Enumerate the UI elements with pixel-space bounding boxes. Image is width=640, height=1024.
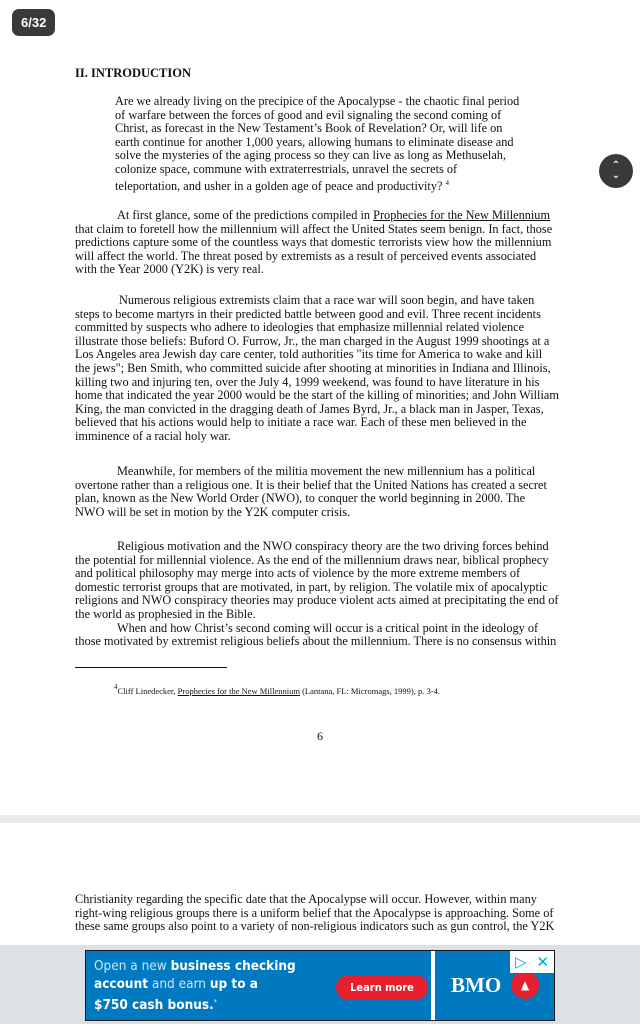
text-line [115,177,519,191]
adchoices-icon[interactable]: ▷ [514,953,527,971]
text-line: believed that his actions would help to initiate a race war. Each of these men believed in the [75,415,527,430]
text-line: and political philosophy may merge into acts of violence by the more extreme members of [75,566,521,581]
text-line: the jews"; Ben Smith, who committed suicide after shooting at minorities in Indiana and Illinois, [75,360,551,375]
ad-divider [431,951,435,1020]
text-line: solve the mysteries of the aging process so they can live as long as Methuselah, [115,148,507,163]
text-line: King, the man convicted in the dragging death of James Byrd, Jr., a black man in Jasper, Texas, [75,401,544,416]
text-line: Christ, as forecast in the New Testament’s Book of Revelation? Or, will life on [115,121,503,136]
ad-headline [94,957,296,1014]
text-line: killing two and injuring ten, over the July 4, 1999 weekend, was found to have literature in his [75,374,540,389]
text-span: up to a [209,976,258,992]
brand-logo-text: BMO [451,973,502,997]
text-line: colonize space, commune with extraterrestrials, unravel the secrets of [115,161,458,176]
text-line: steps to become martyrs in their predicted battle between good and evil. Three recent incidents [75,306,541,321]
text-line: earth continue for another 1,000 years, allowing humans to eliminate disease and [115,134,514,149]
text-span: teleportation, and usher in a golden age of peace and productivity? [115,178,446,193]
text-span: business checking [170,958,296,974]
footnote [114,683,440,696]
paragraph [75,893,554,934]
text-line: home that indicated the year 2000 would be the start of the killing of minorities; and John William [75,388,559,403]
text-line: NWO will be set in motion by the Y2K computer crisis. [75,504,351,519]
text-line: predictions capture some of the countless ways that domestic terrorists view how the millennium [75,235,552,250]
text-line: committed by suspects who adhere to ideologies that emphasize millennial related violence [75,320,525,335]
text-line: Los Angeles area Jewish day care center, told authorities "its time for America to wake and kill [75,347,543,362]
text-line: plan, known as the New World Order (NWO), to conquer the world beginning in 2000. The [75,491,526,506]
text-span: account [94,976,149,992]
text-line: the potential for millennial violence. As the end of the millennium draws near, biblical prophecy [75,552,549,567]
text-line: that claim to foretell how the millennium will affect the United States seem benign. In fact, those [75,221,553,236]
text-span: $750 cash bonus. [94,997,214,1013]
text-line: overtone rather than a religious one. It is their belief that the United Nations has created a secret [75,477,547,492]
text-span: (Lantana, FL: Micromags, 1999), p. 3-4. [299,686,440,696]
page-navigation-button[interactable] [599,154,633,188]
text-line: Christianity regarding the specific date that the Apocalypse will occur. However, within many [75,892,537,906]
text-line: Are we already living on the precipice of the Apocalypse - the chaotic final period [115,94,520,108]
text-line: When and how Christ’s second coming will occur is a critical point in the ideology of [117,620,539,635]
block-quote [115,94,520,193]
text-line: Meanwhile, for members of the militia movement the new millennium has a political [117,464,536,478]
text-span: and earn [148,976,210,992]
footnote-divider [75,667,227,668]
text-line: domestic terrorist groups that are motivated, in part, by religion. The volatile mix of apocalyptic [75,579,548,594]
bmo-logo-icon: ▲ [511,971,539,999]
text-line: Numerous religious extremists claim that a race war will soon begin, and have taken [119,293,535,307]
paragraph [75,209,552,277]
section-heading: II. INTRODUCTION [75,66,191,80]
text-line: will affect the world. The threat posed by extremists as a result of perceived events associated [75,248,537,263]
paragraph [75,294,559,444]
text-span: At first glance, some of the predictions compiled in [117,208,374,222]
book-title: Prophecies for the New Millennium [177,686,300,696]
text-line: imminence of a racial holy war. [75,428,231,443]
chevron-down-icon: ⌄ [611,170,621,181]
page-number: 6 [317,729,323,743]
ad-banner[interactable] [85,950,555,1021]
text-line: illustrate those beliefs: Buford O. Furrow, Jr., the man charged in the August 1999 shootings at a [75,333,550,348]
paragraph [75,540,559,649]
text-line: with the Year 2000 (Y2K) is very real. [75,262,264,277]
text-line: Religious motivation and the NWO conspiracy theory are the two driving forces behind [117,539,549,553]
text-line: right-wing religious groups there is a uniform belief that the Apocalypse is approaching. Some of [75,905,554,920]
text-span: Cliff Linedecker, [117,686,178,696]
learn-more-button[interactable]: Learn more [336,975,428,1000]
paragraph [75,465,547,519]
text-line: of warfare between the forces of good and evil signaling the second coming of [115,107,502,122]
ad-choices[interactable] [510,951,554,973]
footnote-number: 4 [114,683,118,691]
footnote-ref[interactable]: 4 [445,178,450,187]
text-line: those motivated by extremist religious beliefs about the millennium. There is no consensus within [75,634,557,649]
text-line: religions and NWO conspiracy theories may produce violent acts aimed at precipitating the end of [75,593,559,608]
text-span: * [213,998,217,1006]
chevron-up-icon: ⌃ [611,160,621,171]
close-icon[interactable]: ✕ [536,953,550,971]
text-line [75,209,552,223]
text-span: Open a new [94,958,171,974]
text-line: the world as prophesied in the Bible. [75,606,256,621]
book-title: Prophecies for the New Millennium [373,208,551,222]
text-line: these same groups also point to a variety of non-religious indicators such as gun control, the Y2K [75,919,555,934]
page-indicator: 6/32 [12,9,55,36]
